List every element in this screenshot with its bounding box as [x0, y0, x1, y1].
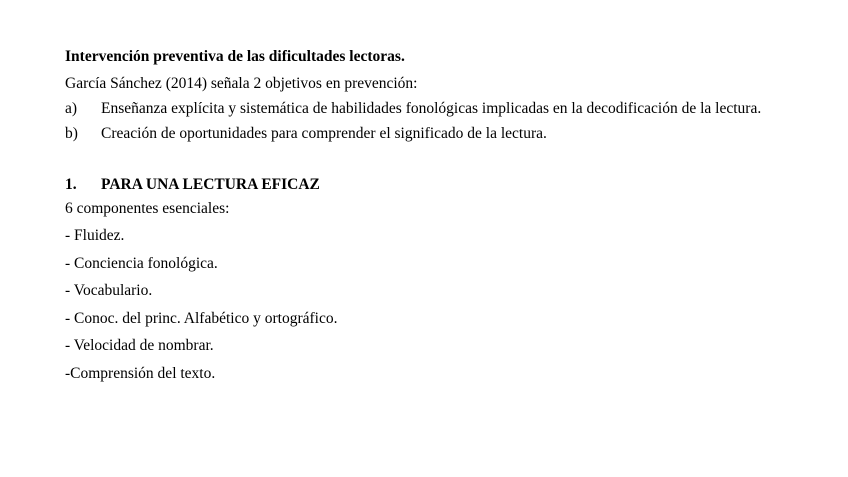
- component-item: - Fluidez.: [65, 227, 125, 244]
- objective-text: Enseñanza explícita y sistemática de habilidades fonológicas implicadas en la decodificación de la lectura.: [101, 100, 762, 117]
- component-item: - Conciencia fonológica.: [65, 254, 218, 272]
- document-page: [65, 47, 795, 391]
- objective-marker: b): [65, 125, 78, 142]
- component-item: -Comprensión del texto.: [65, 364, 216, 382]
- objective-item-b: [65, 126, 795, 141]
- section-title-text: PARA UNA LECTURA EFICAZ: [101, 176, 320, 193]
- component-item: - Vocabulario.: [65, 282, 153, 299]
- objective-marker: a): [65, 100, 78, 117]
- component-item: - Conoc. del princ. Alfabético y ortográfico.: [65, 309, 338, 327]
- objective-item-a: [65, 101, 795, 116]
- document-title: Intervención preventiva de las dificultades lectoras.: [65, 48, 405, 65]
- section-heading: [65, 175, 795, 195]
- component-item: - Velocidad de nombrar.: [65, 337, 214, 354]
- intro-paragraph: García Sánchez (2014) señala 2 objetivos en prevención:: [65, 75, 418, 92]
- components-intro: 6 componentes esenciales:: [65, 200, 230, 217]
- objective-text: Creación de oportunidades para comprender el significado de la lectura.: [101, 125, 547, 142]
- section-number: 1.: [65, 176, 77, 193]
